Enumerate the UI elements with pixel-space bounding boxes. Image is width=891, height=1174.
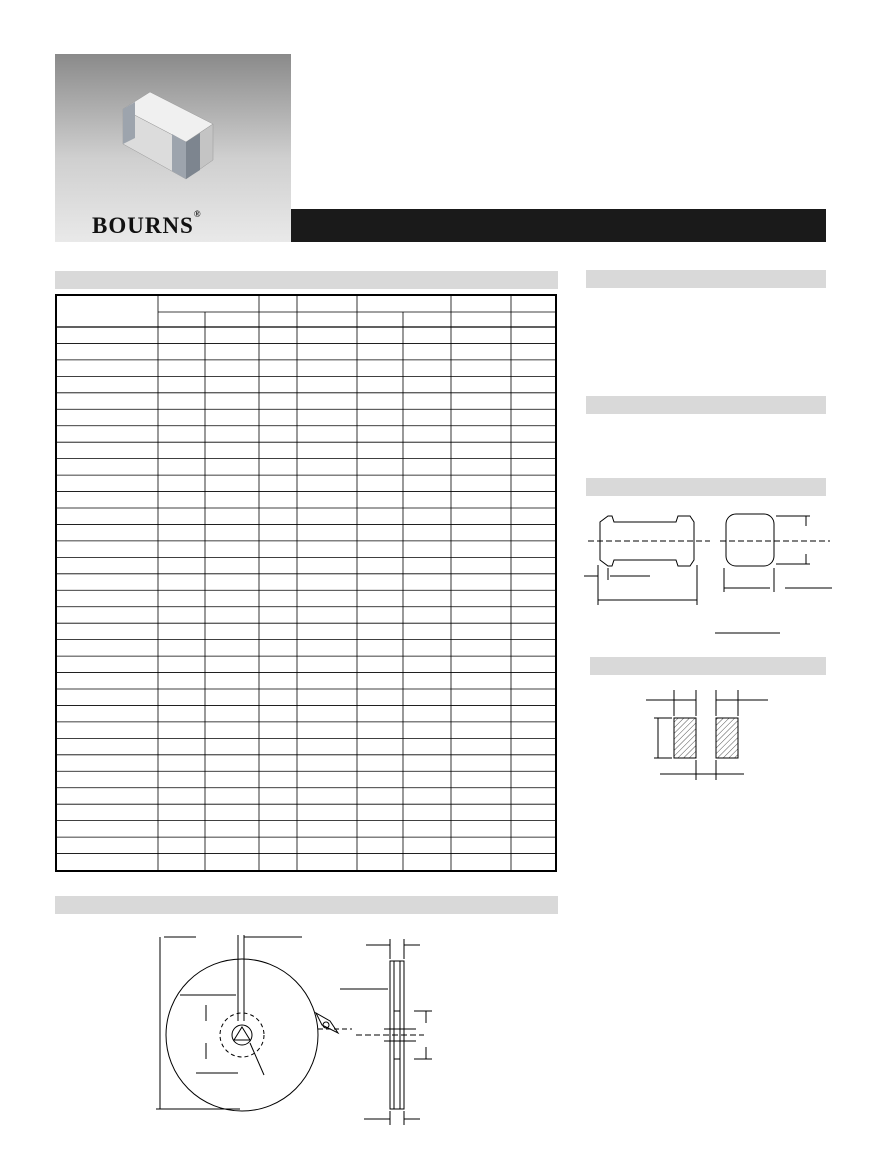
section-bar-applications (586, 396, 826, 414)
section-bar-features (586, 270, 826, 288)
chip-inductor-image (55, 54, 291, 214)
title-bar (291, 209, 826, 242)
recommended-layout-drawing (640, 688, 780, 783)
reel-packaging-drawing (140, 925, 440, 1130)
table-grid (57, 296, 555, 870)
brand-logo: BOURNS® (92, 209, 202, 238)
specifications-table (55, 294, 557, 872)
section-bar-product-dimensions (586, 478, 826, 496)
section-bar-packaging (55, 896, 558, 914)
section-bar-recommended-layout (590, 657, 826, 675)
section-bar-electrical-specifications (55, 271, 558, 289)
product-dimensions-drawing (570, 500, 840, 650)
